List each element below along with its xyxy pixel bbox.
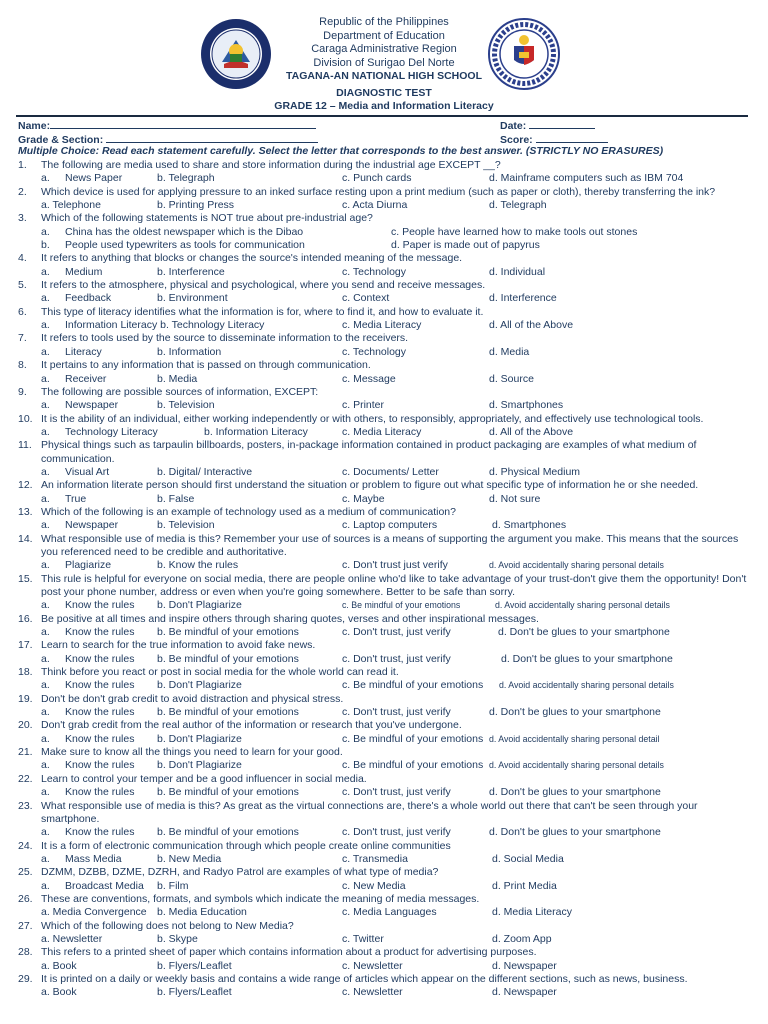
- question-text: Learn to control your temper and be a good influencer in social media.: [41, 772, 367, 785]
- choice-row: [18, 519, 750, 532]
- answer-choice: b. Environment: [157, 292, 228, 305]
- answer-choice: b. Skype: [157, 932, 198, 945]
- school-name: TAGANA-AN NATIONAL HIGH SCHOOL: [286, 70, 482, 82]
- question-text: This type of literacy identifies what the information is for, where to find it, and how to evaluate it.: [41, 305, 484, 318]
- score-field[interactable]: [536, 132, 608, 143]
- answer-choice: a. Media Convergence: [41, 906, 147, 919]
- answer-choice: d. Zoom App: [492, 932, 552, 945]
- answer-choice: c. Don't trust, just verify: [342, 786, 451, 799]
- date-field[interactable]: [529, 118, 595, 129]
- document-header: [0, 14, 768, 114]
- header-line: Division of Surigao Del Norte: [313, 56, 455, 69]
- answer-choice: b. Digital/ Interactive: [157, 465, 253, 478]
- answer-choice: a.: [41, 292, 50, 305]
- answer-choice: b. Media: [157, 372, 198, 385]
- answer-choice: Receiver: [65, 372, 107, 385]
- question-text: It refers to anything that blocks or changes the source's intended meaning of the message.: [41, 252, 463, 265]
- answer-choice: a.: [41, 492, 50, 505]
- test-title: DIAGNOSTIC TEST: [336, 86, 432, 99]
- question-item: [18, 212, 750, 252]
- question-text: Which of the following statements is NOT true about pre-industrial age?: [41, 212, 373, 225]
- answer-choice: c. Message: [342, 372, 396, 385]
- header-line: Caraga Administrative Region: [311, 43, 457, 55]
- answer-choice: Visual Art: [65, 465, 110, 478]
- answer-choice: d. Media Literacy: [492, 906, 572, 919]
- answer-choice: d. Avoid accidentally sharing personal details: [499, 680, 674, 691]
- question-number: 28.: [18, 946, 33, 959]
- choice-row: [18, 933, 750, 946]
- answer-choice: Know the rules: [65, 759, 135, 772]
- answer-choice: d. Newspaper: [492, 986, 557, 999]
- choice-row: [18, 426, 750, 439]
- answer-choice: d. Physical Medium: [489, 465, 581, 478]
- choice-row: [18, 346, 750, 359]
- question-text: Make sure to know all the things you need to learn for your good.: [41, 746, 343, 759]
- answer-choice: Plagiarize: [65, 559, 112, 572]
- choice-row: [18, 906, 750, 919]
- answer-choice: a.: [41, 265, 50, 278]
- question-item: [18, 946, 750, 973]
- question-number: 8.: [18, 359, 27, 372]
- answer-choice: d. Social Media: [492, 852, 564, 865]
- answer-choice: d. Don't be glues to your smartphone: [489, 826, 661, 839]
- choice-row: [18, 653, 750, 666]
- question-text: DZMM, DZBB, DZME, DZRH, and Radyo Patrol are examples of what type of media?: [41, 866, 439, 879]
- answer-choice: d. Newspaper: [492, 959, 557, 972]
- answer-choice: a.: [41, 852, 50, 865]
- answer-choice: c. Technology: [342, 265, 407, 278]
- question-number: 14.: [18, 532, 33, 545]
- question-number: 12.: [18, 479, 33, 492]
- answer-choice: c. Twitter: [342, 932, 384, 945]
- question-number: 13.: [18, 505, 33, 518]
- answer-choice: Feedback: [65, 292, 112, 305]
- question-text: It is printed on a daily or weekly basis and contains a wide range of articles which appear on the different sections, such as news, business.: [41, 972, 688, 985]
- question-number: 4.: [18, 252, 27, 265]
- choice-row: [18, 199, 750, 212]
- question-item: [18, 840, 750, 867]
- choice-row: [18, 292, 750, 305]
- answer-choice: c. Be mindful of your emotions: [342, 600, 461, 611]
- answer-choice: b. Don't Plagiarize: [157, 759, 242, 772]
- choice-row: [18, 493, 750, 506]
- answer-choice: a.: [41, 345, 50, 358]
- choice-row: [18, 319, 750, 332]
- question-number: 1.: [18, 159, 27, 171]
- question-item: [18, 866, 750, 893]
- answer-choice: d. Smartphones: [492, 519, 567, 532]
- choice-row: [18, 239, 750, 252]
- question-number: 7.: [18, 332, 27, 345]
- answer-choice: c. Be mindful of your emotions: [342, 759, 484, 772]
- question-item: [18, 386, 750, 413]
- question-number: 16.: [18, 612, 33, 625]
- choice-row: [18, 626, 750, 639]
- question-number: 18.: [18, 666, 33, 679]
- question-text: Physical things such as tarpaulin billboards, posters, in-package information contained in product packaging are examples of what medium of communication.: [41, 439, 697, 465]
- answer-choice: b. Be mindful of your emotions: [157, 626, 299, 639]
- question-item: [18, 533, 750, 573]
- choice-row: [18, 679, 750, 692]
- question-item: [18, 639, 750, 666]
- answer-choice: c. New Media: [342, 879, 406, 892]
- question-item: [18, 920, 750, 947]
- answer-choice: c. Don't trust, just verify: [342, 826, 451, 839]
- answer-choice: d. Paper is made out of papyrus: [391, 239, 540, 252]
- answer-choice: Mass Media: [65, 852, 122, 865]
- choice-row: [18, 373, 750, 386]
- answer-choice: b. Television: [157, 399, 215, 412]
- choice-row: [18, 226, 750, 239]
- answer-choice: a.: [41, 172, 50, 185]
- question-text: It refers to the atmosphere, physical and psychological, where you send and receive messages.: [41, 279, 486, 292]
- answer-choice: c. Don't trust, just verify: [342, 652, 451, 665]
- question-text: Don't grab credit from the real author of the information or research that you've undergone.: [41, 719, 462, 732]
- answer-choice: a. Book: [41, 986, 77, 999]
- answer-choice: d. Avoid accidentally sharing personal detail: [489, 733, 660, 744]
- question-number: 10.: [18, 412, 33, 425]
- answer-choice: c. Don't trust, just verify: [342, 626, 451, 639]
- answer-choice: a.: [41, 519, 50, 532]
- answer-choice: Literacy: [65, 345, 102, 358]
- answer-choice: a. Newsletter: [41, 932, 103, 945]
- answer-choice: a.: [41, 599, 50, 612]
- answer-choice: d. All of the Above: [489, 319, 574, 332]
- question-number: 9.: [18, 385, 27, 398]
- question-text: Learn to search for the true information to avoid fake news.: [41, 639, 316, 652]
- question-text: Don't be don't grab credit to avoid distraction and physical stress.: [41, 692, 344, 705]
- question-text: This rule is helpful for everyone on social media, there are people online who'd like to take advantage of your trust-don't give them the opportunity! Don't post your phone number, address or even when you're going somewhere. Better to be safe than sorry.: [41, 572, 747, 598]
- question-number: 15.: [18, 572, 33, 585]
- answer-choice: b. False: [157, 492, 195, 505]
- answer-choice: Information Literacy b. Technology Literacy: [65, 319, 265, 332]
- answer-choice: Know the rules: [65, 732, 135, 745]
- answer-choice: Know the rules: [65, 652, 135, 665]
- answer-choice: d. Mainframe computers such as IBM 704: [489, 172, 684, 185]
- answer-choice: a.: [41, 786, 50, 799]
- answer-choice: d. Individual: [489, 265, 546, 278]
- answer-choice: d. Not sure: [489, 492, 541, 505]
- answer-choice: c. Don't trust, just verify: [342, 706, 451, 719]
- answer-choice: a.: [41, 679, 50, 692]
- question-text: The following are possible sources of information, EXCEPT:: [41, 385, 319, 398]
- grade-section-label: Grade & Section:: [18, 133, 104, 146]
- question-item: [18, 479, 750, 506]
- answer-choice: c. People have learned how to make tools out stones: [391, 225, 638, 238]
- answer-choice: a.: [41, 732, 50, 745]
- answer-choice: d. Avoid accidentally sharing personal details: [489, 760, 664, 771]
- answer-choice: b. Telegraph: [157, 172, 215, 185]
- score-label: Score:: [500, 133, 533, 146]
- answer-choice: Know the rules: [65, 599, 135, 612]
- answer-choice: a.: [41, 225, 50, 238]
- answer-choice: b. Be mindful of your emotions: [157, 826, 299, 839]
- choice-row: [18, 599, 750, 612]
- question-item: [18, 332, 750, 359]
- answer-choice: c. Technology: [342, 345, 407, 358]
- question-number: 3.: [18, 212, 27, 225]
- answer-choice: Technology Literacy: [65, 425, 158, 438]
- question-item: [18, 413, 750, 440]
- question-number: 22.: [18, 772, 33, 785]
- question-text: It pertains to any information that is passed on through communication.: [41, 359, 371, 372]
- choice-row: [18, 399, 750, 412]
- question-item: [18, 746, 750, 773]
- question-text: Which of the following does not belong to New Media?: [41, 919, 294, 932]
- answer-choice: a.: [41, 425, 50, 438]
- answer-choice: d. Media: [489, 345, 530, 358]
- answer-choice: d. Don't be glues to your smartphone: [498, 626, 670, 639]
- answer-choice: People used typewriters as tools for communication: [65, 239, 305, 252]
- answer-choice: a.: [41, 399, 50, 412]
- answer-choice: d. Source: [489, 372, 534, 385]
- answer-choice: c. Media Languages: [342, 906, 437, 919]
- answer-choice: b. Don't Plagiarize: [157, 679, 242, 692]
- header-line: Department of Education: [323, 29, 445, 42]
- answer-choice: d. Don't be glues to your smartphone: [489, 786, 661, 799]
- answer-choice: Know the rules: [65, 679, 135, 692]
- question-text: It is the ability of an individual, either working independently or with others, to responsibly, appropriately, and effectively use technological tools.: [41, 412, 704, 425]
- question-number: 19.: [18, 692, 33, 705]
- answer-choice: b. Flyers/Leaflet: [157, 959, 232, 972]
- answer-choice: d. Interference: [489, 292, 557, 305]
- header-divider: [16, 115, 748, 117]
- answer-choice: c. Punch cards: [342, 172, 412, 185]
- answer-choice: b. Know the rules: [157, 559, 239, 572]
- date-label: Date:: [500, 120, 527, 132]
- instructions: Multiple Choice: Read each statement carefully. Select the letter that corresponds to the best answer. (STRICTLY NO ERASURES): [18, 145, 664, 157]
- answer-choice: Know the rules: [65, 706, 135, 719]
- answer-choice: c. Context: [342, 292, 390, 305]
- choice-row: [18, 706, 750, 719]
- question-number: 2.: [18, 185, 27, 198]
- answer-choice: d. Don't be glues to your smartphone: [501, 652, 673, 665]
- student-info-fields: [18, 118, 750, 159]
- answer-choice: b. Be mindful of your emotions: [157, 786, 299, 799]
- choice-row: [18, 960, 750, 973]
- subject-title: GRADE 12 – Media and Information Literacy: [274, 100, 494, 112]
- answer-choice: d. Don't be glues to your smartphone: [489, 706, 661, 719]
- answer-choice: c. Printer: [342, 399, 385, 412]
- answer-choice: b. New Media: [157, 852, 222, 865]
- answer-choice: c. Be mindful of your emotions: [342, 679, 484, 692]
- answer-choice: b. Information Literacy: [204, 425, 308, 438]
- name-label: Name:: [18, 120, 51, 132]
- answer-choice: Broadcast Media: [65, 879, 144, 892]
- answer-choice: True: [65, 492, 87, 505]
- question-text: It is a form of electronic communication through which people create online communities: [41, 839, 451, 852]
- question-text: Which of the following is an example of technology used as a medium of communication?: [41, 505, 456, 518]
- answer-choice: a. Book: [41, 959, 77, 972]
- question-item: [18, 186, 750, 213]
- grade-section-field[interactable]: [106, 132, 318, 143]
- answer-choice: b. Be mindful of your emotions: [157, 706, 299, 719]
- answer-choice: b. Don't Plagiarize: [157, 732, 242, 745]
- answer-choice: a.: [41, 319, 50, 332]
- question-item: [18, 773, 750, 800]
- answer-choice: c. Documents/ Letter: [342, 465, 439, 478]
- question-number: 17.: [18, 639, 33, 652]
- question-number: 11.: [18, 439, 32, 452]
- answer-choice: d. Print Media: [492, 879, 557, 892]
- answer-choice: a.: [41, 826, 50, 839]
- question-text: What responsible use of media is this? Remember your use of sources is a means of supporting the argument you make. This means that the sources you referenced need to be credible and authoritative.: [41, 532, 739, 558]
- answer-choice: c. Acta Diurna: [342, 199, 408, 212]
- answer-choice: b. Don't Plagiarize: [157, 599, 242, 612]
- question-text: Think before you react or post in social media for the whole world can read it.: [41, 666, 399, 679]
- choice-row: [18, 826, 750, 839]
- choice-row: [18, 466, 750, 479]
- answer-choice: Newspaper: [65, 399, 119, 412]
- answer-choice: Know the rules: [65, 626, 135, 639]
- answer-choice: a.: [41, 759, 50, 772]
- question-item: [18, 719, 750, 746]
- question-number: 24.: [18, 839, 33, 852]
- answer-choice: a.: [41, 465, 50, 478]
- choice-row: [18, 559, 750, 572]
- answer-choice: News Paper: [65, 172, 123, 185]
- question-number: 25.: [18, 866, 33, 879]
- question-list: [18, 159, 750, 1000]
- answer-choice: Medium: [65, 265, 103, 278]
- question-item: [18, 159, 750, 186]
- answer-choice: b. Television: [157, 519, 215, 532]
- answer-choice: a.: [41, 372, 50, 385]
- answer-choice: c. Media Literacy: [342, 319, 422, 332]
- answer-choice: d. All of the Above: [489, 425, 574, 438]
- answer-choice: c. Media Literacy: [342, 425, 422, 438]
- question-text: An information literate person should first understand the situation or problem to figure out what specific type of information he or she needed.: [41, 479, 699, 492]
- question-text: It refers to tools used by the source to disseminate information to the receivers.: [41, 332, 409, 345]
- question-text: Which device is used for applying pressure to an inked surface resting upon a print medium (such as paper or cloth), thereby transferring the ink?: [41, 185, 716, 198]
- question-item: [18, 306, 750, 333]
- question-number: 29.: [18, 972, 33, 985]
- question-item: [18, 693, 750, 720]
- question-item: [18, 279, 750, 306]
- question-text: This refers to a printed sheet of paper which contains information about a product for advertising purposes.: [41, 946, 537, 959]
- choice-row: [18, 986, 750, 999]
- answer-choice: d. Telegraph: [489, 199, 547, 212]
- answer-choice: a.: [41, 652, 50, 665]
- question-number: 5.: [18, 279, 27, 292]
- question-number: 21.: [18, 746, 33, 759]
- choice-row: [18, 853, 750, 866]
- answer-choice: China has the oldest newspaper which is the Dibao: [65, 225, 304, 238]
- header-line: Republic of the Philippines: [319, 16, 449, 28]
- choice-row: [18, 266, 750, 279]
- answer-choice: b. Printing Press: [157, 199, 235, 212]
- question-text: These are conventions, formats, and symbols which indicate the meaning of media messages.: [41, 892, 480, 905]
- answer-choice: c. Maybe: [342, 492, 385, 505]
- choice-row: [18, 172, 750, 185]
- answer-choice: a.: [41, 626, 50, 639]
- answer-choice: b. Be mindful of your emotions: [157, 652, 299, 665]
- answer-choice: b. Film: [157, 879, 189, 892]
- question-item: [18, 252, 750, 279]
- answer-choice: c. Laptop computers: [342, 519, 438, 532]
- answer-choice: a.: [41, 879, 50, 892]
- answer-choice: c. Don't trust just verify: [342, 559, 448, 572]
- question-number: 20.: [18, 719, 33, 732]
- question-item: [18, 893, 750, 920]
- answer-choice: b.: [41, 239, 50, 252]
- answer-choice: b. Interference: [157, 265, 225, 278]
- name-field[interactable]: [50, 118, 316, 129]
- answer-choice: d. Avoid accidentally sharing personal details: [495, 600, 670, 611]
- question-text: What responsible use of media is this? As great as the virtual connections are, there's a whole world out there that can't be seen through your smartphone.: [41, 799, 698, 825]
- answer-choice: a. Telephone: [41, 199, 101, 212]
- question-item: [18, 573, 750, 613]
- question-item: [18, 613, 750, 640]
- question-item: [18, 359, 750, 386]
- question-text: The following are media used to share and store information during the industrial age EXCEPT __?: [41, 159, 501, 171]
- answer-choice: Know the rules: [65, 826, 135, 839]
- answer-choice: d. Smartphones: [489, 399, 564, 412]
- answer-choice: b. Media Education: [157, 906, 247, 919]
- question-number: 23.: [18, 799, 33, 812]
- choice-row: [18, 880, 750, 893]
- answer-choice: c. Transmedia: [342, 852, 408, 865]
- question-number: 27.: [18, 919, 33, 932]
- answer-choice: b. Flyers/Leaflet: [157, 986, 232, 999]
- answer-choice: Know the rules: [65, 786, 135, 799]
- question-item: [18, 666, 750, 693]
- question-item: [18, 800, 750, 840]
- answer-choice: a.: [41, 706, 50, 719]
- question-item: [18, 439, 750, 479]
- choice-row: [18, 786, 750, 799]
- choice-row: [18, 759, 750, 772]
- question-item: [18, 506, 750, 533]
- answer-choice: b. Information: [157, 345, 222, 358]
- answer-choice: a.: [41, 559, 50, 572]
- question-text: Be positive at all times and inspire others through sharing quotes, verses and other inspirational messages.: [41, 612, 539, 625]
- question-number: 26.: [18, 892, 33, 905]
- question-number: 6.: [18, 305, 27, 318]
- choice-row: [18, 733, 750, 746]
- answer-choice: d. Avoid accidentally sharing personal details: [489, 560, 664, 571]
- answer-choice: c. Newsletter: [342, 986, 403, 999]
- answer-choice: Newspaper: [65, 519, 119, 532]
- answer-choice: c. Newsletter: [342, 959, 403, 972]
- answer-choice: c. Be mindful of your emotions: [342, 732, 484, 745]
- question-item: [18, 973, 750, 1000]
